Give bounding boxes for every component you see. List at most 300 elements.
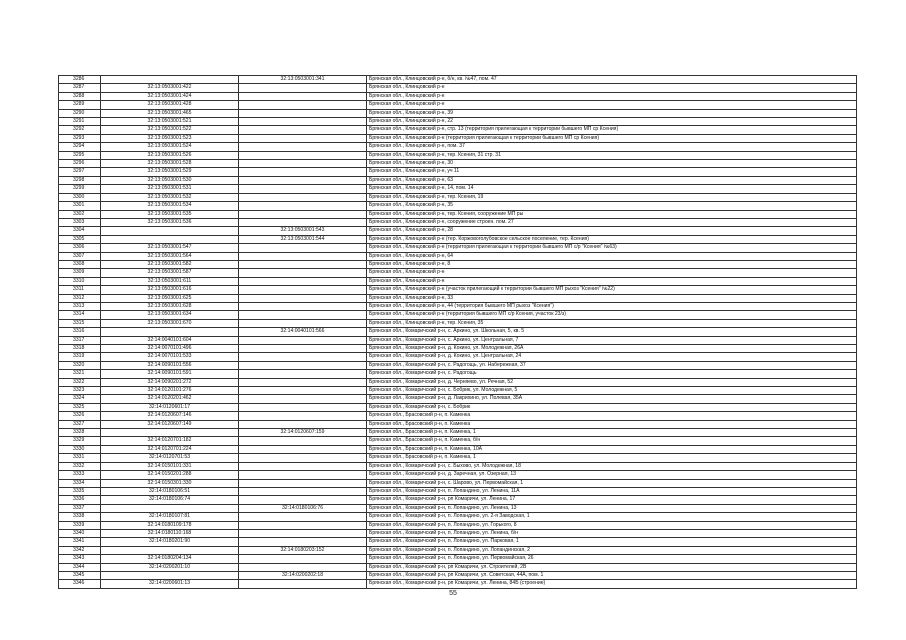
table-row (59, 487, 857, 495)
cadastral-number-land-cell: 32:13:0503001:428 (101, 101, 239, 109)
row-number-cell: 3330 (59, 445, 101, 453)
table-row (59, 185, 857, 193)
row-number-cell: 3303 (59, 218, 101, 226)
cadastral-number-land-cell: 32:13:0503001:524 (101, 143, 239, 151)
address-cell: Брянская обл., Клинцовский р-н, тер. Ксения, сооружение МП ры (367, 210, 857, 218)
cadastral-number-building-cell (239, 378, 367, 386)
row-number-cell: 3297 (59, 168, 101, 176)
address-cell: Брянская обл., Клинцовский р-н (367, 101, 857, 109)
row-number-cell: 3312 (59, 294, 101, 302)
cadastral-number-land-cell: 32:13:0503001:424 (101, 92, 239, 100)
row-number-cell: 3331 (59, 454, 101, 462)
row-number-cell: 3294 (59, 143, 101, 151)
row-number-cell: 3323 (59, 387, 101, 395)
row-number-cell: 3319 (59, 353, 101, 361)
cadastral-number-building-cell (239, 126, 367, 134)
cadastral-number-building-cell (239, 496, 367, 504)
cadastral-number-land-cell: 32:14:0120701:224 (101, 445, 239, 453)
address-cell: Брянская обл., Комаричский р-н, с. Шарово, ул. Первомайская, 1 (367, 479, 857, 487)
row-number-cell: 3342 (59, 546, 101, 554)
table-row (59, 563, 857, 571)
cadastral-number-building-cell (239, 193, 367, 201)
row-number-cell: 3313 (59, 302, 101, 310)
address-cell: Брянская обл., Клинцовский р-н, 39 (367, 109, 857, 117)
cadastral-number-building-cell (239, 345, 367, 353)
address-cell: Брянская обл., Клинцовский р-н, уч 11 (367, 168, 857, 176)
cadastral-number-building-cell (239, 252, 367, 260)
cadastral-number-land-cell (101, 227, 239, 235)
row-number-cell: 3301 (59, 202, 101, 210)
address-cell: Брянская обл., Комаричский р-н, п. Лопандино, ул. 2-я Заводская, 1 (367, 513, 857, 521)
address-cell: Брянская обл., Клинцовский р-н (территория бывшего МП с/р Ксения, участок 23/з) (367, 311, 857, 319)
cadastral-number-land-cell: 32:13:0503001:625 (101, 294, 239, 302)
cadastral-number-land-cell: 32:13:0503001:526 (101, 151, 239, 159)
address-cell: Брянская обл., Комаричский р-н, д. Кокино, ул. Центральная, 24 (367, 353, 857, 361)
cadastral-number-land-cell: 32:14:0120701:182 (101, 437, 239, 445)
row-number-cell: 3315 (59, 319, 101, 327)
row-number-cell: 3296 (59, 160, 101, 168)
cadastral-number-building-cell (239, 286, 367, 294)
row-number-cell: 3335 (59, 487, 101, 495)
cadastral-number-building-cell (239, 118, 367, 126)
cadastral-number-land-cell: 32:13:0503001:532 (101, 193, 239, 201)
table-row (59, 101, 857, 109)
row-number-cell: 3328 (59, 429, 101, 437)
address-cell: Брянская обл., Комаричский р-н, п. Лопандино, ул. Ленина, 11А (367, 487, 857, 495)
cadastral-number-building-cell (239, 412, 367, 420)
registry-table (58, 75, 857, 589)
address-cell: Брянская обл., Комаричский р-н, с. Аркино, ул. Центральная, 7 (367, 336, 857, 344)
cadastral-number-land-cell: 32:13:0503001:535 (101, 210, 239, 218)
address-cell: Брянская обл., Комаричский р-н, д. Лакрихино, ул. Полевая, 35А (367, 395, 857, 403)
table-row (59, 244, 857, 252)
cadastral-number-building-cell (239, 218, 367, 226)
cadastral-number-building-cell (239, 244, 367, 252)
cadastral-number-building-cell (239, 168, 367, 176)
cadastral-number-land-cell: 32:14:0180106:51 (101, 487, 239, 495)
row-number-cell: 3308 (59, 260, 101, 268)
row-number-cell: 3314 (59, 311, 101, 319)
cadastral-number-building-cell (239, 555, 367, 563)
table-row (59, 260, 857, 268)
table-row (59, 269, 857, 277)
cadastral-number-building-cell (239, 420, 367, 428)
cadastral-number-building-cell (239, 445, 367, 453)
cadastral-number-building-cell (239, 353, 367, 361)
table-row (59, 235, 857, 243)
row-number-cell: 3321 (59, 370, 101, 378)
cadastral-number-building-cell (239, 143, 367, 151)
table-row (59, 126, 857, 134)
cadastral-number-land-cell: 32:14:0150101:331 (101, 462, 239, 470)
table-row (59, 387, 857, 395)
cadastral-number-land-cell: 32:13:0503001:582 (101, 260, 239, 268)
row-number-cell: 3311 (59, 286, 101, 294)
table-row (59, 521, 857, 529)
row-number-cell: 3286 (59, 76, 101, 84)
address-cell: Брянская обл., Клинцовский р-н, 8 (367, 260, 857, 268)
table-row (59, 555, 857, 563)
row-number-cell: 3322 (59, 378, 101, 386)
cadastral-number-land-cell: 32:14:0120607:149 (101, 420, 239, 428)
cadastral-number-building-cell (239, 513, 367, 521)
address-cell: Брянская обл., Клинцовский р-н (территория прилегающая к территории бывшего МП ср Ксения) (367, 134, 857, 142)
address-cell: Брянская обл., Комаричский р-н, с. Аркино, ул. Школьная, 5, кв. 5 (367, 328, 857, 336)
cadastral-number-land-cell: 32:13:0503001:616 (101, 286, 239, 294)
cadastral-number-building-cell (239, 529, 367, 537)
cadastral-number-building-cell (239, 395, 367, 403)
cadastral-number-land-cell: 32:13:0503001:530 (101, 176, 239, 184)
address-cell: Брянская обл., Клинцовский р-н, тер. Ксения, 35 (367, 319, 857, 327)
row-number-cell: 3310 (59, 277, 101, 285)
row-number-cell: 3340 (59, 529, 101, 537)
cadastral-number-building-cell: 32:14:0120607:159 (239, 429, 367, 437)
cadastral-number-land-cell: 32:14:0180109:178 (101, 521, 239, 529)
table-row (59, 210, 857, 218)
table-row (59, 151, 857, 159)
cadastral-number-building-cell: 32:13:0503001:544 (239, 235, 367, 243)
table-row (59, 378, 857, 386)
table-row (59, 160, 857, 168)
row-number-cell: 3338 (59, 513, 101, 521)
address-cell: Брянская обл., Клинцовский р-н (тер. Коржовоголубовское сельское поселение, тер. Ксения) (367, 235, 857, 243)
cadastral-number-land-cell: 32:13:0503001:465 (101, 109, 239, 117)
cadastral-number-land-cell (101, 546, 239, 554)
row-number-cell: 3336 (59, 496, 101, 504)
cadastral-number-land-cell: 32:13:0503001:521 (101, 118, 239, 126)
row-number-cell: 3320 (59, 361, 101, 369)
table-row (59, 92, 857, 100)
row-number-cell: 3302 (59, 210, 101, 218)
cadastral-number-building-cell: 32:14:0180106:76 (239, 504, 367, 512)
cadastral-number-land-cell: 32:14:0120201:462 (101, 395, 239, 403)
cadastral-number-land-cell: 32:13:0503001:564 (101, 252, 239, 260)
cadastral-number-land-cell: 32:13:0503001:422 (101, 84, 239, 92)
cadastral-number-land-cell: 32:13:0503001:523 (101, 134, 239, 142)
cadastral-number-building-cell (239, 109, 367, 117)
cadastral-number-land-cell: 32:14:0200201:10 (101, 563, 239, 571)
address-cell: Брянская обл., Клинцовский р-н, 33 (367, 294, 857, 302)
table-row (59, 336, 857, 344)
table-row (59, 454, 857, 462)
table-row (59, 496, 857, 504)
table-row (59, 395, 857, 403)
cadastral-number-building-cell (239, 294, 367, 302)
row-number-cell: 3287 (59, 84, 101, 92)
address-cell: Брянская обл., Клинцовский р-н, 28 (367, 227, 857, 235)
row-number-cell: 3341 (59, 538, 101, 546)
cadastral-number-building-cell (239, 269, 367, 277)
row-number-cell: 3309 (59, 269, 101, 277)
row-number-cell: 3298 (59, 176, 101, 184)
row-number-cell: 3306 (59, 244, 101, 252)
cadastral-number-land-cell: 32:13:0503001:611 (101, 277, 239, 285)
cadastral-number-land-cell (101, 235, 239, 243)
table-row (59, 412, 857, 420)
table-row (59, 345, 857, 353)
table-row (59, 134, 857, 142)
address-cell: Брянская обл., Брасовский р-н, п. Каменка (367, 420, 857, 428)
cadastral-number-building-cell (239, 202, 367, 210)
cadastral-number-land-cell: 32:14:0180107:81 (101, 513, 239, 521)
cadastral-number-land-cell: 32:13:0503001:528 (101, 160, 239, 168)
table-row (59, 294, 857, 302)
address-cell: Брянская обл., Клинцовский р-н, 64 (367, 252, 857, 260)
cadastral-number-land-cell: 32:14:0120701:53 (101, 454, 239, 462)
table-row (59, 437, 857, 445)
cadastral-number-land-cell: 32:13:0503001:587 (101, 269, 239, 277)
cadastral-number-land-cell: 32:14:0090201:272 (101, 378, 239, 386)
address-cell: Брянская обл., Брасовский р-н, п. Каменка, 1 (367, 429, 857, 437)
table-row (59, 118, 857, 126)
table-row (59, 361, 857, 369)
address-cell: Брянская обл., Клинцовский р-н (территория прилегающая к территории бывшего МП с/р "Ксения" №63) (367, 244, 857, 252)
cadastral-number-building-cell (239, 134, 367, 142)
row-number-cell: 3318 (59, 345, 101, 353)
cadastral-number-land-cell (101, 76, 239, 84)
cadastral-number-building-cell (239, 563, 367, 571)
cadastral-number-building-cell (239, 302, 367, 310)
address-cell: Брянская обл., Брасовский р-н, п. Каменка, 1 (367, 454, 857, 462)
row-number-cell: 3334 (59, 479, 101, 487)
address-cell: Брянская обл., Комаричский р-н, с. Бобрик, ул. Молодежная, 5 (367, 387, 857, 395)
row-number-cell: 3339 (59, 521, 101, 529)
address-cell: Брянская обл., Комаричский р-н, д. Кокино, ул. Молодежная, 26А (367, 345, 857, 353)
cadastral-number-building-cell: 32:14:0180203:152 (239, 546, 367, 554)
address-cell: Брянская обл., Комаричский р-н, рп Комаричи, ул. Ленина, 17 (367, 496, 857, 504)
cadastral-number-building-cell (239, 311, 367, 319)
row-number-cell: 3295 (59, 151, 101, 159)
table-row (59, 193, 857, 201)
row-number-cell: 3316 (59, 328, 101, 336)
row-number-cell: 3317 (59, 336, 101, 344)
table-row (59, 538, 857, 546)
cadastral-number-building-cell (239, 101, 367, 109)
address-cell: Брянская обл., Клинцовский р-н (367, 92, 857, 100)
address-cell: Брянская обл., Комаричский р-н, рп Комаричи, ул. Строителей, 2В (367, 563, 857, 571)
cadastral-number-building-cell (239, 487, 367, 495)
table-row (59, 109, 857, 117)
cadastral-number-building-cell: 32:14:0040101:566 (239, 328, 367, 336)
cadastral-number-land-cell: 32:13:0503001:670 (101, 319, 239, 327)
cadastral-number-land-cell: 32:13:0503001:536 (101, 218, 239, 226)
address-cell: Брянская обл., Клинцовский р-н, стр. 13 (территория прилегающая к территории бывшего МП ср Ксения) (367, 126, 857, 134)
address-cell: Брянская обл., Клинцовский р-н (367, 277, 857, 285)
cadastral-number-building-cell (239, 403, 367, 411)
cadastral-number-land-cell: 32:14:0040101:604 (101, 336, 239, 344)
row-number-cell: 3332 (59, 462, 101, 470)
table-row (59, 353, 857, 361)
table-row (59, 302, 857, 310)
address-cell: Брянская обл., Комаричский р-н, с. Радогощь (367, 370, 857, 378)
cadastral-number-building-cell (239, 185, 367, 193)
cadastral-number-land-cell: 32:13:0503001:531 (101, 185, 239, 193)
row-number-cell: 3324 (59, 395, 101, 403)
table-row (59, 252, 857, 260)
table-row (59, 471, 857, 479)
table-row (59, 277, 857, 285)
address-cell: Брянская обл., Комаричский р-н, с. Радогощь, ул. Набережная, 37 (367, 361, 857, 369)
address-cell: Брянская обл., Клинцовский р-н, тер. Ксения, 19 (367, 193, 857, 201)
row-number-cell: 3343 (59, 555, 101, 563)
address-cell: Брянская обл., Клинцовский р-н, 44 (территория бывшего МП рыхоз "Ксения") (367, 302, 857, 310)
cadastral-number-land-cell: 32:13:0503001:547 (101, 244, 239, 252)
address-cell: Брянская обл., Клинцовский р-н, 63 (367, 176, 857, 184)
table-row (59, 328, 857, 336)
address-cell: Брянская обл., Клинцовский р-н (367, 269, 857, 277)
cadastral-number-land-cell: 32:14:0150301:330 (101, 479, 239, 487)
cadastral-number-land-cell: 32:13:0503001:529 (101, 168, 239, 176)
cadastral-number-building-cell (239, 370, 367, 378)
cadastral-number-land-cell: 32:13:0503001:522 (101, 126, 239, 134)
table-row (59, 580, 857, 588)
table-row (59, 311, 857, 319)
row-number-cell: 3293 (59, 134, 101, 142)
address-cell: Брянская обл., Комаричский р-н, п. Лопандино, ул. Горького, 8 (367, 521, 857, 529)
table-row (59, 504, 857, 512)
cadastral-number-building-cell (239, 471, 367, 479)
address-cell: Брянская обл., Комаричский р-н, п. Лопандино, ул. Ленина, б/н (367, 529, 857, 537)
table-row (59, 84, 857, 92)
address-cell: Брянская обл., Клинцовский р-н, б/н, кв. №47, пом. 47 (367, 76, 857, 84)
row-number-cell: 3299 (59, 185, 101, 193)
address-cell: Брянская обл., Комаричский р-н, рп Комаричи, ул. Ленина, 84Б (строение) (367, 580, 857, 588)
cadastral-number-land-cell (101, 429, 239, 437)
cadastral-number-land-cell: 32:13:0503001:534 (101, 202, 239, 210)
registry-table-body (59, 76, 857, 589)
address-cell: Брянская обл., Клинцовский р-н (367, 84, 857, 92)
table-row (59, 546, 857, 554)
row-number-cell: 3307 (59, 252, 101, 260)
row-number-cell: 3292 (59, 126, 101, 134)
address-cell: Брянская обл., Комаричский р-н, п. Лопандино, ул. Ленина, 13 (367, 504, 857, 512)
row-number-cell: 3333 (59, 471, 101, 479)
address-cell: Брянская обл., Клинцовский р-н, тер. Ксения, 31 стр. 31 (367, 151, 857, 159)
cadastral-number-building-cell (239, 260, 367, 268)
address-cell: Брянская обл., Комаричский р-н, п. Лопандино, ул. Первомайская, 26 (367, 555, 857, 563)
row-number-cell: 3329 (59, 437, 101, 445)
cadastral-number-land-cell: 32:13:0503001:634 (101, 311, 239, 319)
cadastral-number-building-cell (239, 538, 367, 546)
cadastral-number-building-cell (239, 454, 367, 462)
table-row (59, 462, 857, 470)
address-cell: Брянская обл., Клинцовский р-н, 35 (367, 202, 857, 210)
cadastral-number-land-cell: 32:14:0200601:13 (101, 580, 239, 588)
cadastral-number-land-cell: 32:14:0120101:276 (101, 387, 239, 395)
table-row (59, 76, 857, 84)
address-cell: Брянская обл., Комаричский р-н, п. Лопандино, ул. Лопандинская, 2 (367, 546, 857, 554)
address-cell: Брянская обл., Комаричский р-н, п. Лопандино, ул. Парковая, 1 (367, 538, 857, 546)
address-cell: Брянская обл., Комаричский р-н, д. Заречная, ул. Озерная, 13 (367, 471, 857, 479)
cadastral-number-land-cell: 32:14:0120607:146 (101, 412, 239, 420)
row-number-cell: 3289 (59, 101, 101, 109)
cadastral-number-building-cell (239, 479, 367, 487)
address-cell: Брянская обл., Комаричский р-н, с. Быхово, ул. Молодежная, 18 (367, 462, 857, 470)
cadastral-number-land-cell (101, 504, 239, 512)
registry-table-container (58, 75, 856, 589)
cadastral-number-building-cell (239, 387, 367, 395)
address-cell: Брянская обл., Клинцовский р-н, 22 (367, 118, 857, 126)
row-number-cell: 3327 (59, 420, 101, 428)
table-row (59, 370, 857, 378)
table-row (59, 445, 857, 453)
address-cell: Брянская обл., Комаричский р-н, д. Черняево, ул. Речная, 52 (367, 378, 857, 386)
cadastral-number-building-cell (239, 84, 367, 92)
cadastral-number-building-cell (239, 521, 367, 529)
row-number-cell: 3345 (59, 571, 101, 579)
cadastral-number-land-cell: 32:14:0180106:74 (101, 496, 239, 504)
cadastral-number-building-cell: 32:13:0503001:543 (239, 227, 367, 235)
cadastral-number-building-cell (239, 319, 367, 327)
row-number-cell: 3290 (59, 109, 101, 117)
row-number-cell: 3337 (59, 504, 101, 512)
address-cell: Брянская обл., Комаричский р-н, с. Бобрик (367, 403, 857, 411)
cadastral-number-land-cell: 32:14:0090101:556 (101, 361, 239, 369)
cadastral-number-building-cell (239, 160, 367, 168)
table-row (59, 168, 857, 176)
cadastral-number-building-cell (239, 176, 367, 184)
cadastral-number-land-cell (101, 328, 239, 336)
address-cell: Брянская обл., Клинцовский р-н, 30 (367, 160, 857, 168)
cadastral-number-land-cell: 32:14:0180201:90 (101, 538, 239, 546)
row-number-cell: 3344 (59, 563, 101, 571)
row-number-cell: 3288 (59, 92, 101, 100)
cadastral-number-building-cell (239, 277, 367, 285)
address-cell: Брянская обл., Комаричский р-н, рп Комаричи, ул. Советская, 44А, пом. 1 (367, 571, 857, 579)
table-row (59, 513, 857, 521)
table-row (59, 286, 857, 294)
cadastral-number-building-cell (239, 92, 367, 100)
cadastral-number-building-cell (239, 437, 367, 445)
table-row (59, 403, 857, 411)
cadastral-number-building-cell (239, 151, 367, 159)
cadastral-number-building-cell (239, 210, 367, 218)
table-row (59, 429, 857, 437)
cadastral-number-land-cell (101, 571, 239, 579)
table-row (59, 202, 857, 210)
address-cell: Брянская обл., Брасовский р-н, п. Каменка, б/н (367, 437, 857, 445)
cadastral-number-building-cell: 32:14:0200202:18 (239, 571, 367, 579)
cadastral-number-land-cell: 32:14:0070101:496 (101, 345, 239, 353)
cadastral-number-building-cell (239, 580, 367, 588)
cadastral-number-building-cell (239, 336, 367, 344)
row-number-cell: 3291 (59, 118, 101, 126)
address-cell: Брянская обл., Брасовский р-н, п. Каменка, 10А (367, 445, 857, 453)
cadastral-number-land-cell: 32:14:0120601:17 (101, 403, 239, 411)
row-number-cell: 3346 (59, 580, 101, 588)
table-row (59, 143, 857, 151)
table-row (59, 420, 857, 428)
cadastral-number-land-cell: 32:13:0503001:628 (101, 302, 239, 310)
cadastral-number-land-cell: 32:14:0150201:288 (101, 471, 239, 479)
cadastral-number-land-cell: 32:14:0070101:533 (101, 353, 239, 361)
row-number-cell: 3305 (59, 235, 101, 243)
cadastral-number-building-cell (239, 361, 367, 369)
table-row (59, 227, 857, 235)
cadastral-number-land-cell: 32:14:0180110:168 (101, 529, 239, 537)
row-number-cell: 3300 (59, 193, 101, 201)
cadastral-number-building-cell (239, 462, 367, 470)
table-row (59, 529, 857, 537)
cadastral-number-land-cell: 32:14:0180204:134 (101, 555, 239, 563)
address-cell: Брянская обл., Клинцовский р-н, пом. 37 (367, 143, 857, 151)
cadastral-number-building-cell: 32:13:0503001:341 (239, 76, 367, 84)
table-row (59, 176, 857, 184)
table-row (59, 218, 857, 226)
cadastral-number-land-cell: 32:14:0090101:591 (101, 370, 239, 378)
table-row (59, 319, 857, 327)
row-number-cell: 3326 (59, 412, 101, 420)
